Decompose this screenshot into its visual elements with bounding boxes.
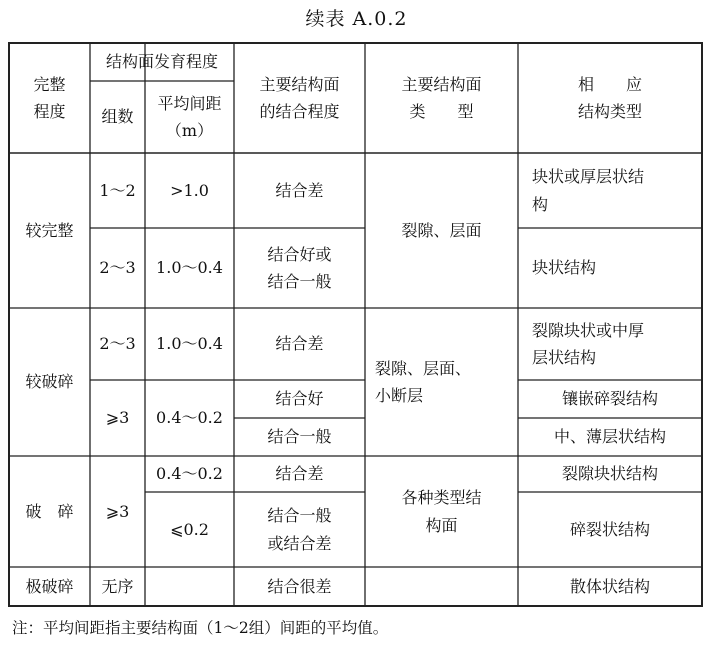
table-cell	[145, 567, 234, 606]
table-cell: 结合好或 结合一般	[267, 244, 332, 291]
table-cell: 散体状结构	[569, 576, 650, 596]
table-caption: 续表 A.0.2	[305, 8, 408, 30]
table-cell: 0.4～0.2	[156, 408, 223, 428]
table-cell: 裂隙块状或中厚 层状结构	[532, 320, 645, 367]
header-structure-type: 相 应 结构类型	[577, 74, 642, 121]
table-cell: 碎裂状结构	[569, 519, 650, 539]
table-cell: 结合差	[275, 180, 324, 200]
table-cell: 1.0～0.4	[156, 334, 223, 354]
table-cell: 结合差	[275, 334, 324, 354]
header-groups: 组数	[101, 107, 134, 127]
header-development: 结构面发育程度	[105, 52, 218, 72]
table-cell: 极破碎	[25, 576, 74, 596]
table-cell: 较完整	[25, 220, 74, 240]
table-cell: 裂隙、层面	[401, 220, 482, 240]
table-cell: 各种类型结 构面	[401, 488, 482, 535]
table-cell: ⩽0.2	[170, 519, 209, 539]
rock-mass-table	[8, 42, 703, 607]
table-cell: 中、薄层状结构	[553, 427, 666, 447]
table-cell: 2～3	[99, 258, 136, 278]
table-cell: 较破碎	[25, 372, 74, 392]
table-cell: 裂隙、层面、 小断层	[375, 358, 472, 405]
table-cell: 1～2	[99, 180, 136, 200]
header-surface-type: 主要结构面 类 型	[401, 74, 482, 121]
header-bonding: 主要结构面 的结合程度	[259, 74, 340, 121]
table-cell: 2～3	[99, 334, 136, 354]
table-cell: >1.0	[170, 180, 209, 200]
header-integrity: 完整 程度	[33, 74, 66, 121]
table-cell: 结合一般 或结合差	[267, 506, 332, 553]
table-cell: 破 碎	[25, 501, 74, 521]
table-cell: 结合一般	[267, 427, 332, 447]
table-cell: 1.0～0.4	[156, 258, 223, 278]
table-cell: 结合差	[275, 464, 324, 484]
table-cell: 结合好	[275, 389, 324, 409]
table-cell: ⩾3	[105, 501, 130, 521]
table-cell: 块状或厚层状结 构	[532, 167, 645, 214]
table-cell: 镶嵌碎裂结构	[561, 389, 658, 409]
table-cell: 无序	[101, 576, 134, 596]
table-cell: ⩾3	[105, 408, 130, 428]
table-cell: 裂隙块状结构	[561, 464, 658, 484]
table-note: 注：平均间距指主要结构面（1～2组）间距的平均值。	[12, 619, 389, 637]
table-cell	[365, 567, 518, 606]
table-cell: 0.4～0.2	[156, 464, 223, 484]
header-spacing: 平均间距 （m）	[157, 93, 222, 140]
table-cell: 块状结构	[532, 258, 597, 278]
table-cell: 结合很差	[267, 576, 332, 596]
